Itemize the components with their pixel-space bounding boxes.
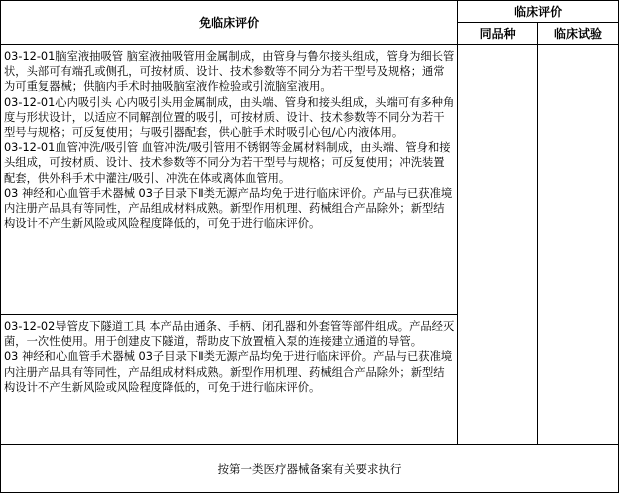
same-product-cell (458, 45, 538, 445)
row-1-paragraph-4: 03 神经和心血管手术器械 03子目录下Ⅱ类无源产品均免于进行临床评价。产品与已获准境内注册产品具有等同性，产品组成材料成熟。新型作用机理、药械组合产品除外；新型结构设计不产生新风险或风险程度降低的，可免于进行临床评价。 (4, 186, 453, 231)
exempt-clinical-eval-header: 免临床评价 (1, 1, 458, 45)
clinical-trial-header: 临床试验 (538, 23, 619, 45)
clinical-eval-header: 临床评价 (458, 1, 619, 23)
row-1-paragraph-1: 03-12-01脑室液抽吸管 脑室液抽吸管用金属制成，由管身与鲁尔接头组成，管身为细长管状，头部可有端孔或侧孔，可按材质、设计、技术参数等不同分为若干型号及规格；通常为可重复器械；供脑内手术时抽吸脑室液作检验或引流脑室液用。 (4, 50, 455, 94)
clinical-trial-cell (538, 45, 619, 445)
table-row-2-exempt-cell (1, 315, 458, 445)
row-1-paragraph-3: 03-12-01血管冲洗/吸引管 血管冲洗/吸引管用不锈钢等金属材料制成，由头端、管身和接头组成，可按材质、设计、技术参数等不同分为若干型号与规格；可反复使用；冲洗装置配套，供外科手术中灌注/吸引、冲洗在体或离体血管用。 (4, 141, 451, 185)
footer-note: 按第一类医疗器械备案有关要求执行 (1, 445, 619, 493)
row-2-paragraph-1: 03-12-02导管皮下隧道工具 本产品由通条、手柄、闭孔器和外套管等部件组成。产品经灭菌，一次性使用。用于创建皮下隧道，帮助皮下放置植入泵的连接建立通道的导管。 (4, 320, 455, 349)
row-1-paragraph-2: 03-12-01心内吸引头 心内吸引头用金属制成，由头端、管身和接头组成，头端可有多种角度与形状设计，以适应不同解剖位置的吸引，可按材质、设计、技术参数等不同分为若干型号与规格；可反复使用；与吸引器配套，供心脏手术时吸引心包/心内液体用。 (4, 95, 455, 140)
table-row-1-exempt-cell (1, 45, 458, 315)
row-2-paragraph-2: 03 神经和心血管手术器械 03子目录下Ⅱ类无源产品均免于进行临床评价。产品与已获准境内注册产品具有等同性，产品组成材料成熟。新型作用机理、药械组合产品除外；新型结构设计不产生新风险或风险程度降低的，可免于进行临床评价。 (4, 350, 453, 394)
same-product-header: 同品种 (458, 23, 538, 45)
